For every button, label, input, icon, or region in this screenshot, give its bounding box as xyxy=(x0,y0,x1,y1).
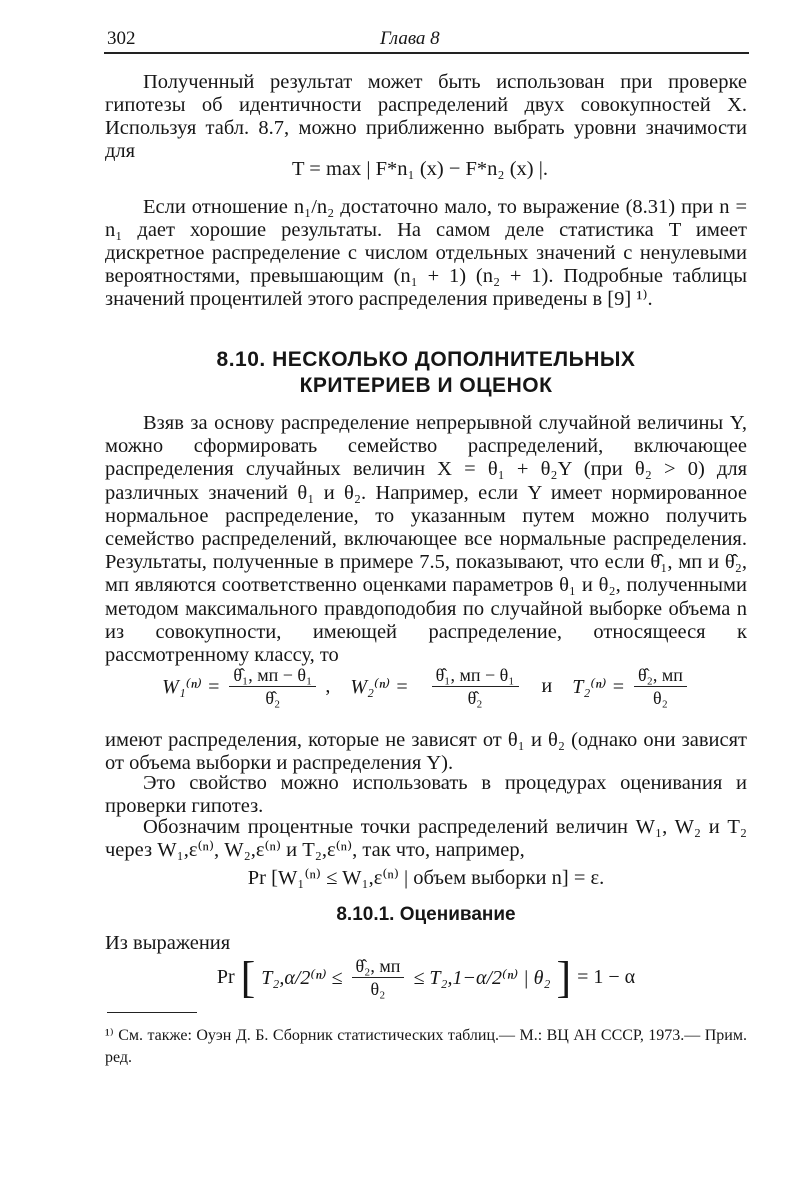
paragraph-2 xyxy=(105,196,747,311)
running-title: Глава 8 xyxy=(380,28,440,49)
equation-pr-w: Pr [W₁⁽ⁿ⁾ ≤ W₁,ε⁽ⁿ⁾ | объем выборки n] = ε. xyxy=(247,867,605,889)
theta-fraction xyxy=(352,955,405,1000)
equation-t-max: T = max | F*n₁ (x) − F*n₂ (x) |. xyxy=(292,158,548,180)
w1-numerator: θ̂₁, мп − θ₁ xyxy=(229,664,316,687)
w1-fraction xyxy=(229,664,316,709)
paragraph-3-text: Взяв за основу распределение непрерывной случайной величины Y, можно сформировать семейство распределений, включающее распределения случайных величин X = θ₁ + θ₂Y (при θ₂ > 0) для различных значений θ₁ и θ₂. Например, если Y имеет нормированное нормальное распределение, то указанным путем можно получить семейство распределений, включающее все нормальные распределения. Результаты, полученные в примере 7.5, показывают, что если θ̂₁, мп и θ̂₂, мп являются соответственно оценками параметров θ₁ и θ₂, полученными методом максимального правдоподобия по случайной выборке объема n из совокупности, имеющей распределение, относящееся к рассмотренному классу, то xyxy=(105,412,747,667)
paragraph-7-text: Из выражения xyxy=(105,932,231,954)
w2-numerator: θ̂₁, мп − θ₁ xyxy=(432,664,519,687)
paragraph-5-text: Это свойство можно использовать в процедурах оценивания и проверки гипотез. xyxy=(105,772,747,817)
paragraph-1 xyxy=(105,71,747,163)
w1-denominator: θ̂₂ xyxy=(265,688,281,708)
w2-fraction xyxy=(432,664,519,709)
t-lower: T₂,α/2⁽ⁿ⁾ ≤ xyxy=(261,967,343,989)
subsection-heading: 8.10.1. Оценивание xyxy=(336,904,516,925)
header-rule xyxy=(104,52,749,54)
paragraph-4 xyxy=(105,729,747,775)
pr-label: Pr xyxy=(216,966,235,988)
w1-lhs: W₁⁽ⁿ⁾ = xyxy=(162,676,221,698)
section-heading-line-2: КРИТЕРИЕВ И ОЦЕНОК xyxy=(299,374,553,397)
paragraph-2-text: Если отношение n₁/n₂ достаточно мало, то выражение (8.31) при n = n₁ дает хорошие результаты. На самом деле статистика T имеет дискретное распределение с числом отдельных значений с ненулевыми вероятностями, превышающим (n₁ + 1) (n₂ + 1). Подробные таблицы значений процентилей этого распределения приведены в [9] ¹⁾. xyxy=(105,196,747,310)
rhs: = 1 − α xyxy=(577,966,636,988)
footnote: ¹⁾ См. также: Оуэн Д. Б. Сборник статистических таблиц.— М.: ВЦ АН СССР, 1973.— Прим. ред. xyxy=(105,1027,747,1066)
paragraph-4-text: имеют распределения, которые не зависят от θ₁ и θ₂ (однако они зависят от объема выборки и распределения Y). xyxy=(105,729,747,774)
paragraph-6-text: Обозначим процентные точки распределений величин W₁, W₂ и T₂ через W₁,ε⁽ⁿ⁾, W₂,ε⁽ⁿ⁾ и T₂,ε⁽ⁿ⁾, так что, например, xyxy=(105,816,747,861)
paragraph-1-text: Полученный результат может быть использован при проверке гипотезы об идентичности распределений двух совокупностей X. Используя табл. 8.7, можно приближенно выбрать уровни значимости для xyxy=(105,71,747,162)
w2-lhs: W₂⁽ⁿ⁾ = xyxy=(350,676,409,698)
t2-lhs: T₂⁽ⁿ⁾ = xyxy=(572,676,625,698)
t2-numerator: θ̂₂, мп xyxy=(634,664,687,687)
theta-denominator: θ₂ xyxy=(370,979,386,999)
paragraph-6 xyxy=(105,816,747,862)
t-upper: ≤ T₂,1−α/2⁽ⁿ⁾ | θ₂ xyxy=(413,967,551,989)
t2-denominator: θ₂ xyxy=(652,688,668,708)
footnote-rule xyxy=(107,1012,197,1013)
paragraph-3 xyxy=(105,412,747,667)
paragraph-5 xyxy=(105,772,747,818)
page-number: 302 xyxy=(107,28,136,49)
comma: , xyxy=(325,675,331,697)
section-heading-line-1: 8.10. НЕСКОЛЬКО ДОПОЛНИТЕЛЬНЫХ xyxy=(216,348,636,371)
w2-denominator: θ̂₂ xyxy=(467,688,483,708)
equation-pr-t xyxy=(105,952,747,1002)
right-bracket: ] xyxy=(556,952,572,1002)
t2-fraction xyxy=(634,664,687,709)
and-word: и xyxy=(541,675,553,697)
section-heading xyxy=(105,347,747,399)
theta-numerator: θ̂₂, мп xyxy=(352,955,405,978)
paragraph-7 xyxy=(105,932,747,955)
equation-w-t xyxy=(105,664,747,709)
left-bracket: [ xyxy=(240,952,256,1002)
